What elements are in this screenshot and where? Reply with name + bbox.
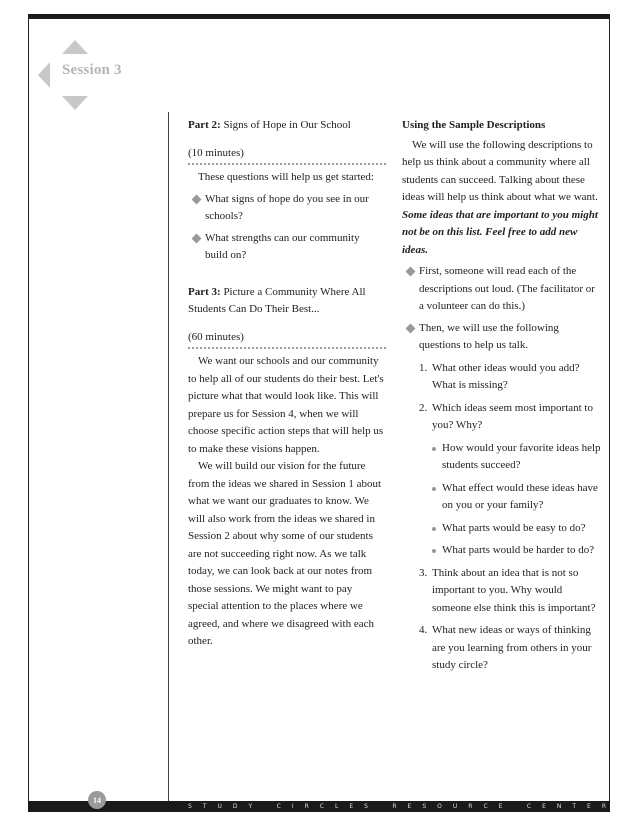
footer-letter: T — [572, 803, 577, 810]
item-text: What other ideas would you add? What is missing? — [432, 361, 580, 391]
numbered-item — [402, 622, 602, 675]
left-column — [188, 117, 384, 651]
part3-heading-title: Picture a Community Where All Students Can Do Their Best... — [188, 285, 366, 315]
footer-letter: C — [276, 803, 281, 810]
bullet-text: Then, we will use the following questions to help us talk. — [419, 321, 559, 351]
footer-letter: Y — [248, 803, 253, 810]
sidebar-rule — [168, 112, 169, 802]
part2-heading-title: Signs of Hope in Our School — [223, 119, 351, 131]
item-number: 2. — [419, 401, 428, 414]
dot-bullet-icon — [432, 487, 436, 491]
part3-paragraph-2: We will build our vision for the future from the ideas we shared in Session 1 about what we want our graduates to know. We will also work from the ideas we shared in Session 2 about why some of our students are not succeeding right now. As we talk today, we can look back at our notes from those sessions. We might want to pay special attention to the places where we agreed, and where we disagreed with each other. — [188, 460, 382, 647]
footer-letter: R — [392, 803, 397, 810]
dot-bullet-icon — [432, 527, 436, 531]
footer-letter: T — [202, 803, 207, 810]
footer-letter: L — [334, 803, 339, 810]
part3-heading — [188, 284, 384, 319]
page-number: 14 — [88, 791, 106, 809]
bullet-text: First, someone will read each of the descriptions out loud. (The facilitator or a volunteer can do this.) — [419, 265, 595, 312]
sub-item-text: What parts would be harder to do? — [442, 544, 595, 556]
part2-intro: These questions will help us get started: — [198, 171, 374, 183]
footer-letter: C — [483, 803, 488, 810]
footer-letter: C — [319, 803, 324, 810]
footer-word-circles — [277, 803, 368, 810]
part3-paragraph-1: We want our schools and our community to help all of our students do their best. Let's picture what that would look like. This will prepare us for Session 4, when we will choose specific action steps that will help us to make these visions happen. — [188, 355, 384, 455]
footer-letter: N — [556, 803, 562, 810]
list-item — [188, 191, 384, 226]
diamond-bullet-icon — [192, 233, 202, 243]
list-item — [402, 320, 602, 355]
sub-list-item — [402, 520, 602, 538]
item-text: Think about an idea that is not so important to you. Why would someone else think this is important? — [432, 566, 596, 614]
right-intro — [402, 137, 602, 260]
sub-item-text: What effect would these ideas have on you or your family? — [442, 481, 598, 511]
dotted-divider — [188, 163, 386, 165]
sub-list-item — [402, 440, 602, 475]
footer-letter: E — [542, 803, 546, 810]
footer-bar — [28, 801, 610, 812]
part2-heading-label: Part 2: — [188, 119, 221, 131]
diamond-bullet-icon — [192, 194, 202, 204]
session-label: Session 3 — [62, 62, 122, 78]
footer-letter: E — [349, 803, 354, 810]
bullet-text: What strengths can our community build on? — [205, 231, 360, 261]
footer-letter: E — [498, 803, 503, 810]
list-item — [188, 230, 384, 265]
bullet-text: What signs of hope do you see in our schools? — [205, 192, 369, 222]
list-item — [402, 263, 602, 316]
part2-duration: (10 minutes) — [188, 146, 244, 159]
sub-list-item — [402, 480, 602, 515]
diamond-bullet-icon — [406, 267, 416, 277]
footer-letter: S — [188, 803, 192, 810]
footer-letter: I — [291, 803, 294, 810]
numbered-item — [402, 400, 602, 435]
footer-letter: U — [217, 803, 222, 810]
item-number: 3. — [419, 566, 428, 579]
item-number: 1. — [419, 361, 428, 374]
footer-letter: D — [232, 803, 238, 810]
sub-list-item — [402, 542, 602, 560]
item-number: 4. — [419, 624, 428, 636]
sub-item-text: What parts would be easy to do? — [442, 521, 586, 534]
part3-duration: (60 minutes) — [188, 330, 244, 343]
footer-letter: R — [468, 803, 473, 810]
footer-text — [188, 803, 606, 810]
dot-bullet-icon — [432, 447, 436, 451]
right-heading: Using the Sample Descriptions — [402, 119, 546, 131]
footer-letter: E — [587, 803, 591, 810]
right-intro-text: We will use the following descriptions to help us think about a community where all students can succeed. Talking about these ideas will help us think about what we want. — [402, 138, 598, 203]
dot-bullet-icon — [432, 549, 436, 553]
footer-letter: R — [304, 803, 309, 810]
footer-letter: S — [422, 803, 427, 810]
footer-word-resource — [392, 803, 502, 810]
numbered-item — [402, 565, 602, 618]
dotted-divider — [188, 347, 386, 349]
diamond-bullet-icon — [406, 323, 416, 333]
footer-word-study — [188, 803, 252, 810]
footer-letter: C — [526, 803, 532, 810]
footer-letter: R — [601, 803, 606, 810]
item-text: What new ideas or ways of thinking are you learning from others in your study circle? — [432, 624, 592, 671]
footer-letter: E — [407, 803, 412, 810]
part3-heading-label: Part 3: — [188, 285, 221, 298]
item-text: Which ideas seem most important to you? Why? — [432, 401, 593, 431]
footer-letter: S — [364, 803, 368, 810]
footer-word-center — [527, 803, 606, 810]
right-intro-italic: Some ideas that are important to you might not be on this list. Feel free to add new ideas. — [402, 208, 598, 256]
numbered-item — [402, 360, 602, 395]
footer-letter: O — [437, 803, 442, 810]
part2-heading — [188, 117, 384, 135]
right-column — [402, 117, 602, 675]
sub-item-text: How would your favorite ideas help students succeed? — [442, 441, 601, 471]
footer-letter: U — [452, 803, 458, 810]
